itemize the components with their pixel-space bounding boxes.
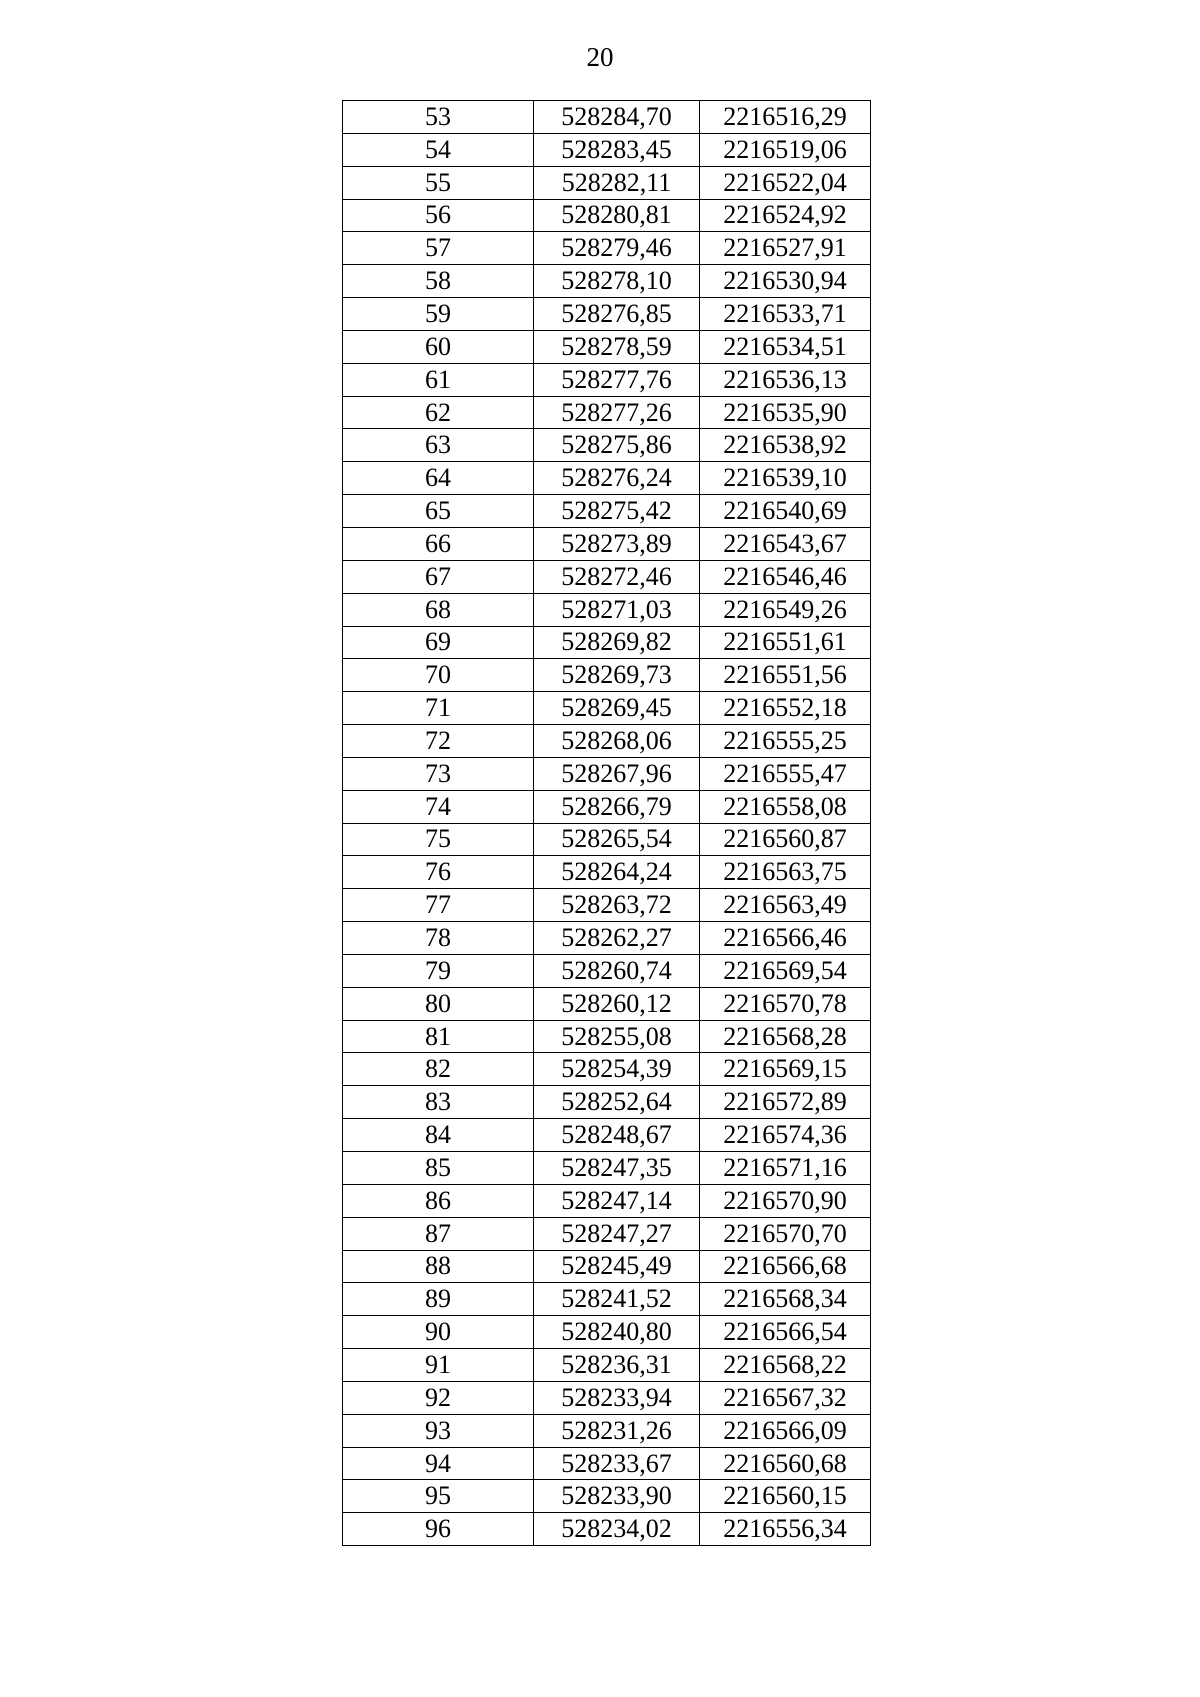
x-coordinate-cell: 528265,54: [534, 823, 700, 856]
point-number-cell: 88: [343, 1250, 534, 1283]
y-coordinate-cell: 2216560,68: [700, 1447, 871, 1480]
x-coordinate-cell: 528269,45: [534, 692, 700, 725]
point-number-cell: 70: [343, 659, 534, 692]
x-coordinate-cell: 528263,72: [534, 889, 700, 922]
point-number-cell: 85: [343, 1152, 534, 1185]
y-coordinate-cell: 2216563,75: [700, 856, 871, 889]
point-number-cell: 87: [343, 1217, 534, 1250]
table-row: [343, 1250, 871, 1283]
point-number-cell: 93: [343, 1414, 534, 1447]
y-coordinate-cell: 2216563,49: [700, 889, 871, 922]
y-coordinate-cell: 2216530,94: [700, 265, 871, 298]
table-row: [343, 1414, 871, 1447]
x-coordinate-cell: 528268,06: [534, 725, 700, 758]
table-row: [343, 396, 871, 429]
point-number-cell: 71: [343, 692, 534, 725]
x-coordinate-cell: 528277,26: [534, 396, 700, 429]
x-coordinate-cell: 528278,10: [534, 265, 700, 298]
point-number-cell: 61: [343, 363, 534, 396]
point-number-cell: 64: [343, 462, 534, 495]
y-coordinate-cell: 2216527,91: [700, 232, 871, 265]
x-coordinate-cell: 528248,67: [534, 1119, 700, 1152]
table-row: [343, 1349, 871, 1382]
y-coordinate-cell: 2216566,46: [700, 922, 871, 955]
x-coordinate-cell: 528245,49: [534, 1250, 700, 1283]
table-row: [343, 593, 871, 626]
point-number-cell: 59: [343, 298, 534, 331]
point-number-cell: 96: [343, 1513, 534, 1546]
point-number-cell: 78: [343, 922, 534, 955]
point-number-cell: 89: [343, 1283, 534, 1316]
x-coordinate-cell: 528271,03: [534, 593, 700, 626]
y-coordinate-cell: 2216571,16: [700, 1152, 871, 1185]
y-coordinate-cell: 2216558,08: [700, 790, 871, 823]
table-row: [343, 725, 871, 758]
y-coordinate-cell: 2216568,22: [700, 1349, 871, 1382]
point-number-cell: 95: [343, 1480, 534, 1513]
y-coordinate-cell: 2216524,92: [700, 199, 871, 232]
table-row: [343, 1184, 871, 1217]
x-coordinate-cell: 528282,11: [534, 166, 700, 199]
table-row: [343, 922, 871, 955]
point-number-cell: 62: [343, 396, 534, 429]
y-coordinate-cell: 2216552,18: [700, 692, 871, 725]
x-coordinate-cell: 528275,42: [534, 495, 700, 528]
page-number: 20: [586, 42, 614, 72]
x-coordinate-cell: 528247,14: [534, 1184, 700, 1217]
y-coordinate-cell: 2216572,89: [700, 1086, 871, 1119]
x-coordinate-cell: 528240,80: [534, 1316, 700, 1349]
table-row: [343, 527, 871, 560]
x-coordinate-cell: 528275,86: [534, 429, 700, 462]
table-row: [343, 462, 871, 495]
x-coordinate-cell: 528276,24: [534, 462, 700, 495]
table-row: [343, 856, 871, 889]
y-coordinate-cell: 2216538,92: [700, 429, 871, 462]
y-coordinate-cell: 2216516,29: [700, 101, 871, 134]
table-row: [343, 757, 871, 790]
x-coordinate-cell: 528279,46: [534, 232, 700, 265]
point-number-cell: 83: [343, 1086, 534, 1119]
coordinates-table-body: [343, 101, 871, 1546]
x-coordinate-cell: 528233,67: [534, 1447, 700, 1480]
x-coordinate-cell: 528233,90: [534, 1480, 700, 1513]
y-coordinate-cell: 2216556,34: [700, 1513, 871, 1546]
y-coordinate-cell: 2216546,46: [700, 560, 871, 593]
x-coordinate-cell: 528254,39: [534, 1053, 700, 1086]
y-coordinate-cell: 2216570,90: [700, 1184, 871, 1217]
y-coordinate-cell: 2216566,68: [700, 1250, 871, 1283]
y-coordinate-cell: 2216567,32: [700, 1381, 871, 1414]
table-row: [343, 495, 871, 528]
point-number-cell: 72: [343, 725, 534, 758]
point-number-cell: 73: [343, 757, 534, 790]
table-row: [343, 298, 871, 331]
point-number-cell: 91: [343, 1349, 534, 1382]
point-number-cell: 90: [343, 1316, 534, 1349]
x-coordinate-cell: 528236,31: [534, 1349, 700, 1382]
y-coordinate-cell: 2216570,78: [700, 987, 871, 1020]
point-number-cell: 81: [343, 1020, 534, 1053]
table-row: [343, 626, 871, 659]
table-row: [343, 429, 871, 462]
y-coordinate-cell: 2216560,15: [700, 1480, 871, 1513]
y-coordinate-cell: 2216569,54: [700, 954, 871, 987]
table-row: [343, 823, 871, 856]
y-coordinate-cell: 2216566,54: [700, 1316, 871, 1349]
x-coordinate-cell: 528269,73: [534, 659, 700, 692]
x-coordinate-cell: 528247,35: [534, 1152, 700, 1185]
table-row: [343, 1020, 871, 1053]
point-number-cell: 60: [343, 330, 534, 363]
y-coordinate-cell: 2216568,28: [700, 1020, 871, 1053]
y-coordinate-cell: 2216568,34: [700, 1283, 871, 1316]
x-coordinate-cell: 528255,08: [534, 1020, 700, 1053]
table-row: [343, 363, 871, 396]
x-coordinate-cell: 528267,96: [534, 757, 700, 790]
x-coordinate-cell: 528260,74: [534, 954, 700, 987]
x-coordinate-cell: 528269,82: [534, 626, 700, 659]
table-row: [343, 1217, 871, 1250]
x-coordinate-cell: 528276,85: [534, 298, 700, 331]
point-number-cell: 75: [343, 823, 534, 856]
table-row: [343, 133, 871, 166]
point-number-cell: 68: [343, 593, 534, 626]
table-row: [343, 1283, 871, 1316]
point-number-cell: 84: [343, 1119, 534, 1152]
point-number-cell: 74: [343, 790, 534, 823]
x-coordinate-cell: 528280,81: [534, 199, 700, 232]
table-row: [343, 1447, 871, 1480]
x-coordinate-cell: 528264,24: [534, 856, 700, 889]
x-coordinate-cell: 528283,45: [534, 133, 700, 166]
x-coordinate-cell: 528277,76: [534, 363, 700, 396]
point-number-cell: 79: [343, 954, 534, 987]
x-coordinate-cell: 528234,02: [534, 1513, 700, 1546]
x-coordinate-cell: 528241,52: [534, 1283, 700, 1316]
table-row: [343, 232, 871, 265]
table-row: [343, 265, 871, 298]
y-coordinate-cell: 2216555,25: [700, 725, 871, 758]
table-row: [343, 1119, 871, 1152]
table-row: [343, 987, 871, 1020]
point-number-cell: 63: [343, 429, 534, 462]
y-coordinate-cell: 2216536,13: [700, 363, 871, 396]
table-row: [343, 1316, 871, 1349]
point-number-cell: 76: [343, 856, 534, 889]
point-number-cell: 57: [343, 232, 534, 265]
table-row: [343, 1152, 871, 1185]
point-number-cell: 77: [343, 889, 534, 922]
y-coordinate-cell: 2216539,10: [700, 462, 871, 495]
y-coordinate-cell: 2216555,47: [700, 757, 871, 790]
y-coordinate-cell: 2216566,09: [700, 1414, 871, 1447]
x-coordinate-cell: 528231,26: [534, 1414, 700, 1447]
point-number-cell: 65: [343, 495, 534, 528]
point-number-cell: 94: [343, 1447, 534, 1480]
coordinates-table: [342, 100, 871, 1546]
table-row: [343, 330, 871, 363]
table-row: [343, 790, 871, 823]
point-number-cell: 58: [343, 265, 534, 298]
point-number-cell: 67: [343, 560, 534, 593]
y-coordinate-cell: 2216535,90: [700, 396, 871, 429]
x-coordinate-cell: 528262,27: [534, 922, 700, 955]
point-number-cell: 80: [343, 987, 534, 1020]
y-coordinate-cell: 2216570,70: [700, 1217, 871, 1250]
point-number-cell: 56: [343, 199, 534, 232]
x-coordinate-cell: 528273,89: [534, 527, 700, 560]
point-number-cell: 92: [343, 1381, 534, 1414]
point-number-cell: 54: [343, 133, 534, 166]
x-coordinate-cell: 528233,94: [534, 1381, 700, 1414]
point-number-cell: 66: [343, 527, 534, 560]
table-row: [343, 199, 871, 232]
x-coordinate-cell: 528260,12: [534, 987, 700, 1020]
y-coordinate-cell: 2216540,69: [700, 495, 871, 528]
point-number-cell: 53: [343, 101, 534, 134]
table-row: [343, 1086, 871, 1119]
y-coordinate-cell: 2216534,51: [700, 330, 871, 363]
table-row: [343, 1480, 871, 1513]
x-coordinate-cell: 528278,59: [534, 330, 700, 363]
y-coordinate-cell: 2216549,26: [700, 593, 871, 626]
table-row: [343, 166, 871, 199]
point-number-cell: 86: [343, 1184, 534, 1217]
point-number-cell: 55: [343, 166, 534, 199]
table-row: [343, 1381, 871, 1414]
x-coordinate-cell: 528266,79: [534, 790, 700, 823]
y-coordinate-cell: 2216574,36: [700, 1119, 871, 1152]
table-row: [343, 659, 871, 692]
y-coordinate-cell: 2216522,04: [700, 166, 871, 199]
y-coordinate-cell: 2216519,06: [700, 133, 871, 166]
x-coordinate-cell: 528284,70: [534, 101, 700, 134]
x-coordinate-cell: 528252,64: [534, 1086, 700, 1119]
table-row: [343, 101, 871, 134]
table-row: [343, 889, 871, 922]
y-coordinate-cell: 2216543,67: [700, 527, 871, 560]
point-number-cell: 82: [343, 1053, 534, 1086]
y-coordinate-cell: 2216569,15: [700, 1053, 871, 1086]
table-row: [343, 692, 871, 725]
y-coordinate-cell: 2216560,87: [700, 823, 871, 856]
x-coordinate-cell: 528247,27: [534, 1217, 700, 1250]
y-coordinate-cell: 2216551,56: [700, 659, 871, 692]
y-coordinate-cell: 2216533,71: [700, 298, 871, 331]
y-coordinate-cell: 2216551,61: [700, 626, 871, 659]
x-coordinate-cell: 528272,46: [534, 560, 700, 593]
table-row: [343, 560, 871, 593]
table-row: [343, 1053, 871, 1086]
point-number-cell: 69: [343, 626, 534, 659]
table-row: [343, 954, 871, 987]
table-row: [343, 1513, 871, 1546]
